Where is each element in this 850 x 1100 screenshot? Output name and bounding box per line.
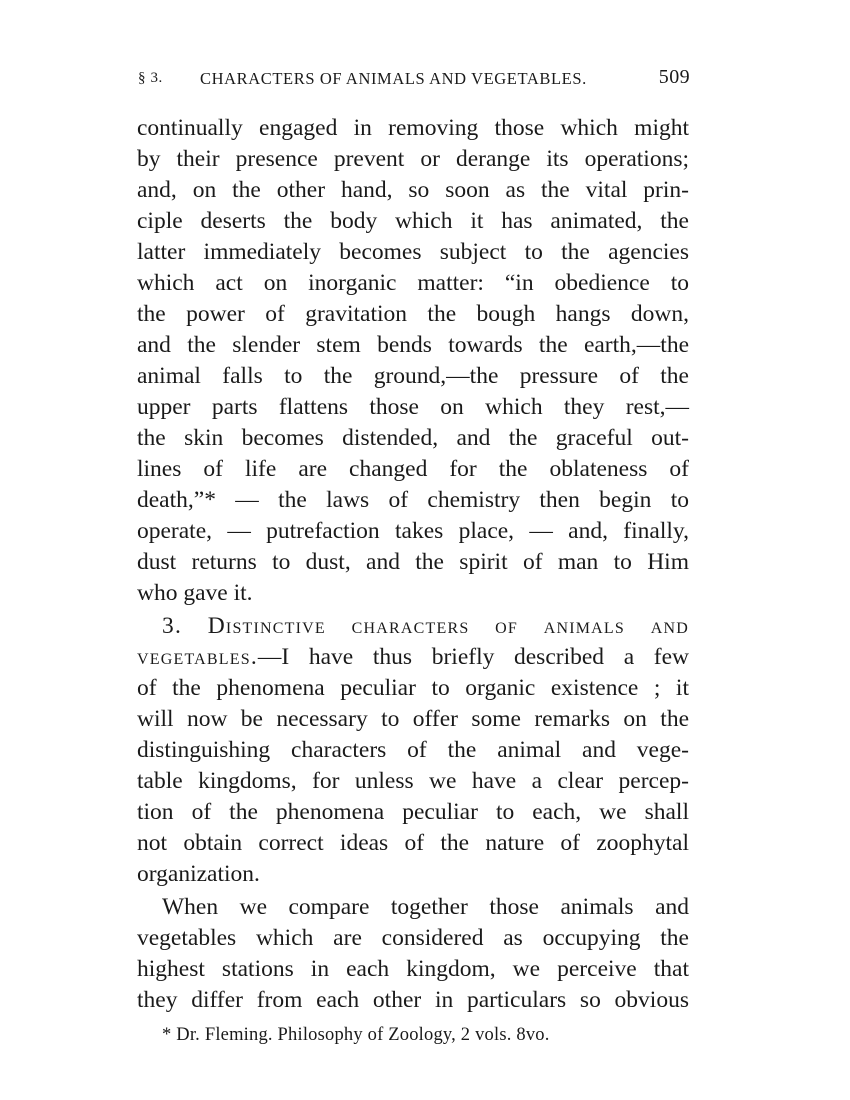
text-line: the power of gravitation the bough hangs down, [137,301,689,327]
text-line: who gave it. [137,580,253,606]
text-line: tion of the phenomena peculiar to each, we shall [137,799,689,825]
text-line: distinguishing characters of the animal and vege- [137,737,689,763]
text-line: animal falls to the ground,—the pressure of the [137,363,689,389]
text-line: organization. [137,861,260,887]
text-line: which act on inorganic matter: “in obedience to [137,270,689,296]
footnote: * Dr. Fleming. Philosophy of Zoology, 2 vols. 8vo. [162,1025,550,1045]
text-line: latter immediately becomes subject to the agencies [137,239,689,265]
section-heading: 3. Distinctive characters of animals and [162,613,689,639]
text-line: upper parts flattens those on which they rest,— [137,394,689,420]
text-run: —I have thus briefly described a few [257,644,689,670]
text-line: by their presence prevent or derange its operations; [137,146,689,172]
text-line: vegetables which are considered as occupying the [137,925,689,951]
text-line: lines of life are changed for the oblateness of [137,456,689,482]
page-number: 509 [658,66,690,88]
text-line: they differ from each other in particulars so obvious [137,987,689,1013]
section-mark: § 3. [138,70,163,86]
text-line: the skin becomes distended, and the graceful out- [137,425,689,451]
text-line: death,”* — the laws of chemistry then begin to [137,487,689,513]
section-heading-tail: vegetables. [137,644,258,670]
text-line: highest stations in each kingdom, we perceive that [137,956,689,982]
text-line: table kingdoms, for unless we have a clear percep- [137,768,689,794]
text-line: operate, — putrefaction takes place, — and, finally, [137,518,689,544]
text-line: will now be necessary to offer some remarks on the [137,706,689,732]
text-line: continually engaged in removing those which might [137,115,689,141]
running-title: CHARACTERS OF ANIMALS AND VEGETABLES. [200,69,587,88]
text-line: and the slender stem bends towards the earth,—the [137,332,689,358]
text-line: not obtain correct ideas of the nature of zoophytal [137,830,689,856]
running-head [138,66,690,96]
text-line: and, on the other hand, so soon as the vital prin- [137,177,689,203]
text-line: ciple deserts the body which it has animated, the [137,208,689,234]
section-heading-continuation [137,642,689,673]
text-line: dust returns to dust, and the spirit of man to Him [137,549,689,575]
text-line: of the phenomena peculiar to organic existence ; it [137,675,689,701]
paragraph-start: When we compare together those animals and [162,894,689,920]
